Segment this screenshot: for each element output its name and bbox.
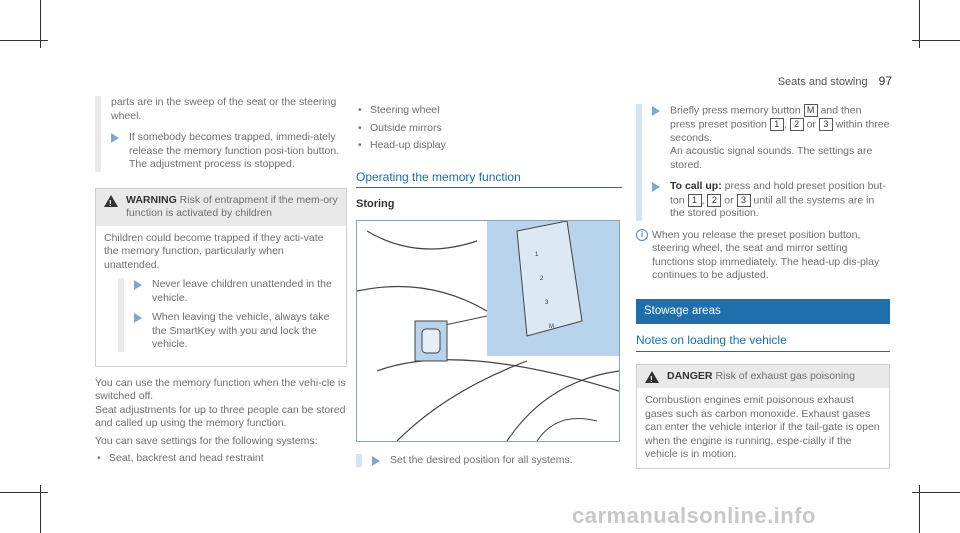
key-1: 1 [770, 118, 784, 131]
memory-button-2: 2 [540, 275, 544, 282]
section-title: Notes on loading the vehicle [636, 334, 890, 352]
info-text: When you release the preset position button, steering wheel, the seat and mirror setting functions stop immediately. The head-up dis-play continues to be adjusted. [652, 228, 880, 282]
step-arrow-icon [134, 313, 142, 323]
info-icon: i [636, 229, 648, 241]
text: or [806, 118, 816, 131]
step-arrow-icon [652, 182, 660, 192]
text: Briefly press memory button [670, 104, 801, 117]
list-item: • Seat, backrest and head restraint [95, 452, 347, 466]
section-name: Seats and stowing [777, 76, 868, 88]
memory-buttons-illustration [356, 220, 620, 442]
paragraph: Seat adjustments for up to three people can be stored and called up using the memory function. [95, 403, 346, 429]
step-result: An acoustic signal sounds. The settings are stored. [670, 145, 873, 171]
step-text: To call up: press and hold preset position but-ton 1 , 2 or 3 until all the systems are in the stored position. [670, 180, 886, 220]
step-block [636, 104, 890, 221]
step-block [95, 96, 347, 172]
danger-box [636, 364, 890, 469]
list-item: • Outside mirrors [356, 122, 622, 136]
warning-title: Risk of entrapment if the mem-ory function is activated by children [126, 193, 338, 219]
step-arrow-icon [372, 456, 380, 466]
step [372, 454, 622, 468]
danger-header [637, 365, 889, 389]
paragraph: You can use the memory function when the vehi-cle is switched off. [95, 376, 346, 402]
crop-mark [0, 40, 48, 41]
warning-icon [104, 195, 118, 207]
step-text: Briefly press memory button M and then press preset position 1 , 2 or 3 within three seconds. [670, 104, 890, 144]
page-number: 97 [878, 74, 892, 88]
section-banner: Stowage areas [636, 299, 890, 325]
step [134, 278, 338, 305]
key-1: 1 [688, 194, 702, 207]
warning-text: Children could become trapped if they acti-vate the memory function, particularly when unattended. [104, 231, 324, 271]
step [652, 180, 890, 221]
step-arrow-icon [111, 133, 119, 143]
info-note [636, 229, 890, 283]
text: within three seconds. [670, 118, 890, 144]
warning-header [96, 189, 346, 226]
memory-button-m: M [549, 323, 554, 330]
warning-steps [118, 278, 338, 352]
step-block [356, 454, 622, 468]
crop-mark [0, 492, 48, 493]
step [652, 104, 890, 172]
crop-mark [912, 40, 960, 41]
text: and then press preset position [670, 104, 862, 131]
subsection-title: Storing [356, 198, 395, 210]
list-item: • Steering wheel [356, 104, 622, 118]
memory-button-1: 1 [535, 251, 539, 258]
section-title: Operating the memory function [356, 171, 622, 189]
text: or [724, 193, 734, 206]
step-text: If somebody becomes trapped, immedi-ately release the memory function posi-tion button. [129, 131, 340, 157]
warning-label: WARNING [126, 193, 177, 206]
warning-body [96, 226, 346, 366]
step-text: When leaving the vehicle, always take the SmartKey with you and lock the vehicle. [152, 311, 330, 350]
systems-list [95, 452, 347, 466]
key-2: 2 [707, 194, 721, 207]
step [134, 311, 338, 352]
list-item: • Head-up display [356, 139, 622, 153]
step-arrow-icon [134, 280, 142, 290]
page-header [778, 74, 892, 88]
column-3 [636, 104, 890, 479]
memory-button-3: 3 [545, 299, 549, 306]
column-1 [95, 96, 347, 470]
key-2: 2 [790, 118, 804, 131]
watermark: carmanualsonline.info [572, 503, 816, 528]
danger-title: Risk of exhaust gas poisoning [715, 369, 855, 382]
step-arrow-icon [652, 106, 660, 116]
systems-list-continued [356, 104, 622, 153]
crop-mark [912, 492, 960, 493]
text: press and hold preset position but-ton [670, 180, 886, 206]
step-label: To call up: [670, 180, 722, 193]
memory-key-m: M [804, 104, 818, 117]
danger-text: Combustion engines emit poisonous exhaust gases such as carbon monoxide. Exhaust gases can enter the vehicle interior if the tail-gate is open when the engine is running, espe-cially if the vehicle is in motion. [645, 394, 880, 461]
danger-label: DANGER [667, 369, 713, 382]
warning-box [95, 188, 347, 367]
step-text: Never leave children unattended in the vehicle. [152, 278, 332, 304]
step-result: The adjustment process is stopped. [129, 158, 295, 170]
paragraph: You can save settings for the following systems: [95, 434, 318, 447]
step [111, 131, 347, 172]
key-3: 3 [737, 194, 751, 207]
step-text: Set the desired position for all systems. [390, 453, 573, 466]
danger-icon [645, 371, 659, 383]
text: until all the systems are in the stored position. [670, 193, 875, 220]
danger-body [637, 388, 889, 468]
key-3: 3 [819, 118, 833, 131]
paragraph: parts are in the sweep of the seat or the steering wheel. [111, 96, 337, 122]
door-panel-drawing [357, 221, 619, 441]
column-2 [356, 104, 622, 475]
